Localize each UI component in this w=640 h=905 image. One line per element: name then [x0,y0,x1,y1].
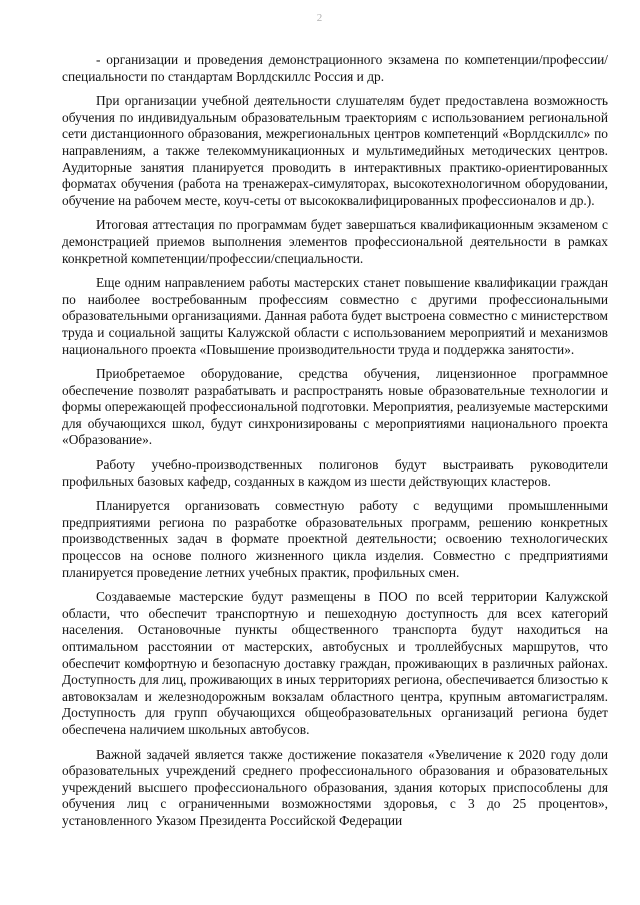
paragraph-indicator-goal: Важной задачей является также достижение показателя «Увеличение к 2020 году доли образовательных учреждений среднего профессионального образования и образовательных учреждений высшего профессионального образования, здания которых приспособлены для обучения лиц с ограниченными возможностями здоровья, с 3 до 25 процентов», установленного Указом Президента Российской Федерации [62,746,608,828]
document-body [62,52,608,830]
paragraph-equipment: Приобретаемое оборудование, средства обучения, лицензионное программное обеспечение позволят разрабатывать и распространять новые образовательные технологии и формы опережающей профессиональной подготовки. Мероприятия, реализуемые мастерскими для обучающихся школ, будут синхронизированы с мероприятиями национального проекта «Образование». [62,366,608,448]
paragraph-learning-organization: При организации учебной деятельности слушателям будет предоставлена возможность обучения по индивидуальным образовательным траекториям с использованием региональной сети дистанционного образования, межрегиональных центров компетенций «Ворлдскиллс» по направлениям, а также телекоммуникационных и мультимедийных методических центров. Аудиторные занятия планируется проводить в интерактивных практико-ориентированных форматах обучения (работа на тренажерах-симуляторах, высокотехнологичном оборудовании, обучение на рабочем месте, коуч-сеты от высококвалифицированных профессионалов и др.). [62,93,608,208]
paragraph-enterprise-cooperation: Планируется организовать совместную работу с ведущими промышленными предприятиями региона по разработке образовательных программ, решению конкретных производственных задач в формате проектной деятельности; освоению технологических процессов на основе полного жизненного цикла изделия. Совместно с предприятиями планируется проведение летних учебных практик, профильных смен. [62,498,608,580]
paragraph-training-grounds: Работу учебно-производственных полигонов будут выстраивать руководители профильных базовых кафедр, созданных в каждом из шести действующих кластеров. [62,457,608,489]
paragraph-demo-exam: - организации и проведения демонстрационного экзамена по компетенции/профессии/специальности по стандартам Ворлдскиллс Россия и др. [62,52,608,84]
paragraph-qualification-upgrade: Еще одним направлением работы мастерских станет повышение квалификации граждан по наиболее востребованным профессиям совместно с другими профессиональными образовательными организациями. Данная работа будет выстроена совместно с министерством труда и социальной защиты Калужской области с использованием мероприятий и механизмов национального проекта «Повышение производительности труда и поддержка занятости». [62,275,608,357]
page-number: 2 [316,12,324,24]
paragraph-accessibility: Создаваемые мастерские будут размещены в ПОО по всей территории Калужской области, что обеспечит транспортную и пешеходную доступность для всех категорий населения. Остановочные пункты общественного транспорта будут находиться на оптимальном расстоянии от мастерских, автобусных и троллейбусных маршрутов, что обеспечит комфортную и безопасную доставку граждан, проживающих в различных районах. Доступность для лиц, проживающих в иных территориях региона, обеспечивается близостью к автовокзалам и железнодорожным вокзалам областного центра, крупным автомагистралям. Доступность для групп обучающихся общеобразовательных организаций региона будет обеспечена наличием школьных автобусов. [62,589,608,737]
paragraph-final-attestation: Итоговая аттестация по программам будет завершаться квалификационным экзаменом с демонстрацией приемов выполнения элементов профессиональной деятельности в рамках конкретной компетенции/профессии/специальности. [62,217,608,266]
